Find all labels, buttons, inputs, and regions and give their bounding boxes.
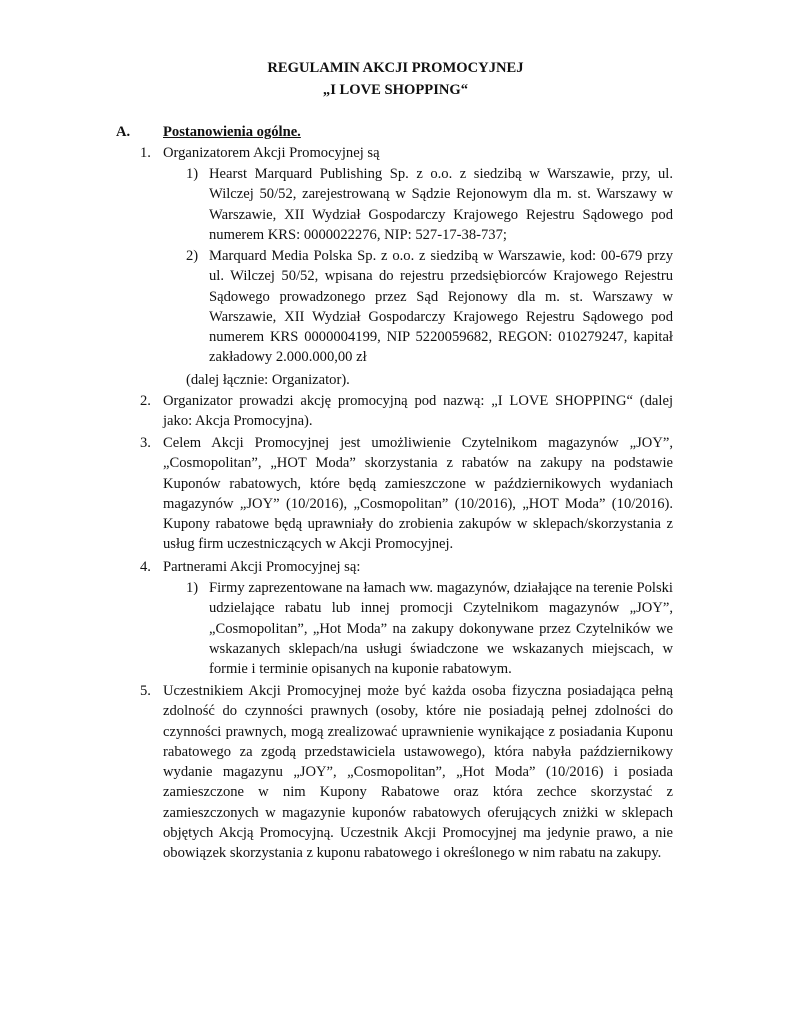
list-item-number: 1.	[140, 145, 151, 161]
list-item-closing: (dalej łącznie: Organizator).	[186, 372, 350, 388]
list-item-text: Organizatorem Akcji Promocyjnej są	[163, 145, 380, 161]
sublist-item-number: 1)	[186, 166, 199, 182]
sublist-item-text: Firmy zaprezentowane na łamach ww. magazynów, działające na terenie Polski udzielające rabatu lub innej promocji Czytelnikom magazynów „JOY”, „Cosmopolitan”, „Hot Moda” na zakupy dokonywane przez Czytelników we wskazanych sklepach/na usługi świadczone we wskazanych miejscach, w formie i terminie opisanych na kuponie rabatowym.	[209, 580, 673, 678]
list-item-text: Partnerami Akcji Promocyjnej są:	[163, 559, 361, 575]
sublist-item-number: 1)	[186, 580, 199, 596]
list-item-text: Celem Akcji Promocyjnej jest umożliwienie Czytelnikom magazynów „JOY”, „Cosmopolitan”, „HOT Moda” skorzystania z rabatów na zakupy na podstawie Kuponów rabatowych, które będą zamieszczone w październikowych wydaniach magazynów „JOY” (10/2016), „Cosmopolitan” (10/2016), „HOT Moda” (10/2016). Kupony rabatowe będą uprawniały do zrobienia zakupów w sklepach/skorzystania z usług firm uczestniczących w Akcji Promocyjnej.	[163, 435, 673, 553]
document-title: REGULAMIN AKCJI PROMOCYJNEJ	[267, 60, 524, 76]
list-item-number: 2.	[140, 393, 151, 409]
sublist-item-number: 2)	[186, 248, 199, 264]
document-subtitle: „I LOVE SHOPPING“	[322, 82, 469, 98]
list-item-number: 4.	[140, 559, 151, 575]
list-item-text: Uczestnikiem Akcji Promocyjnej może być każda osoba fizyczna posiadająca pełną zdolność do czynności prawnych (osoby, które nie posiadają pełnej zdolności do czynności prawnych, mogą zrealizować uprawnienie wynikające z posiadania Kuponu rabatowego za zgodą przedstawiciela ustawowego), która nabyła październikowy wydanie magazynu „JOY”, „Cosmopolitan”, „Hot Moda” (10/2016) i posiada zamieszczone w nim Kupony Rabatowe oraz która zechce skorzystać z zamieszczonych w magazynie kuponów rabatowych oferujących zniżki w sklepach objętych Akcją Promocyjną. Uczestnik Akcji Promocyjnej ma jedynie prawo, a nie obowiązek skorzystania z kuponu rabatowego i określonego w nim rabatu na zakupy.	[163, 683, 673, 862]
section-heading: Postanowienia ogólne.	[163, 124, 301, 140]
sublist-item-text: Marquard Media Polska Sp. z o.o. z siedzibą w Warszawie, kod: 00-679 przy ul. Wilczej 50/52, wpisana do rejestru przedsiębiorców Krajowego Rejestru Sądowego prowadzonego przez Sąd Rejonowy dla m. st. Warszawy w Warszawie, XII Wydział Gospodarczy Krajowego Rejestru Sądowego pod numerem KRS 0000004199, NIP 5220059682, REGON: 010279247, kapitał zakładowy 2.000.000,00 zł	[209, 248, 673, 366]
list-item-text: Organizator prowadzi akcję promocyjną pod nazwą: „I LOVE SHOPPING“ (dalej jako: Akcja Promocyjna).	[163, 393, 673, 430]
section-marker: A.	[116, 124, 131, 140]
sublist-item-text: Hearst Marquard Publishing Sp. z o.o. z siedzibą w Warszawie, przy, ul. Wilczej 50/52, zarejestrowaną w Sądzie Rejonowym dla m. st. Warszawy w Warszawie, XII Wydział Gospodarczy Krajowego Rejestru Sądowego pod numerem KRS: 0000022276, NIP: 527-17-38-737;	[209, 166, 673, 243]
list-item-number: 3.	[140, 435, 151, 451]
list-item-number: 5.	[140, 683, 151, 699]
